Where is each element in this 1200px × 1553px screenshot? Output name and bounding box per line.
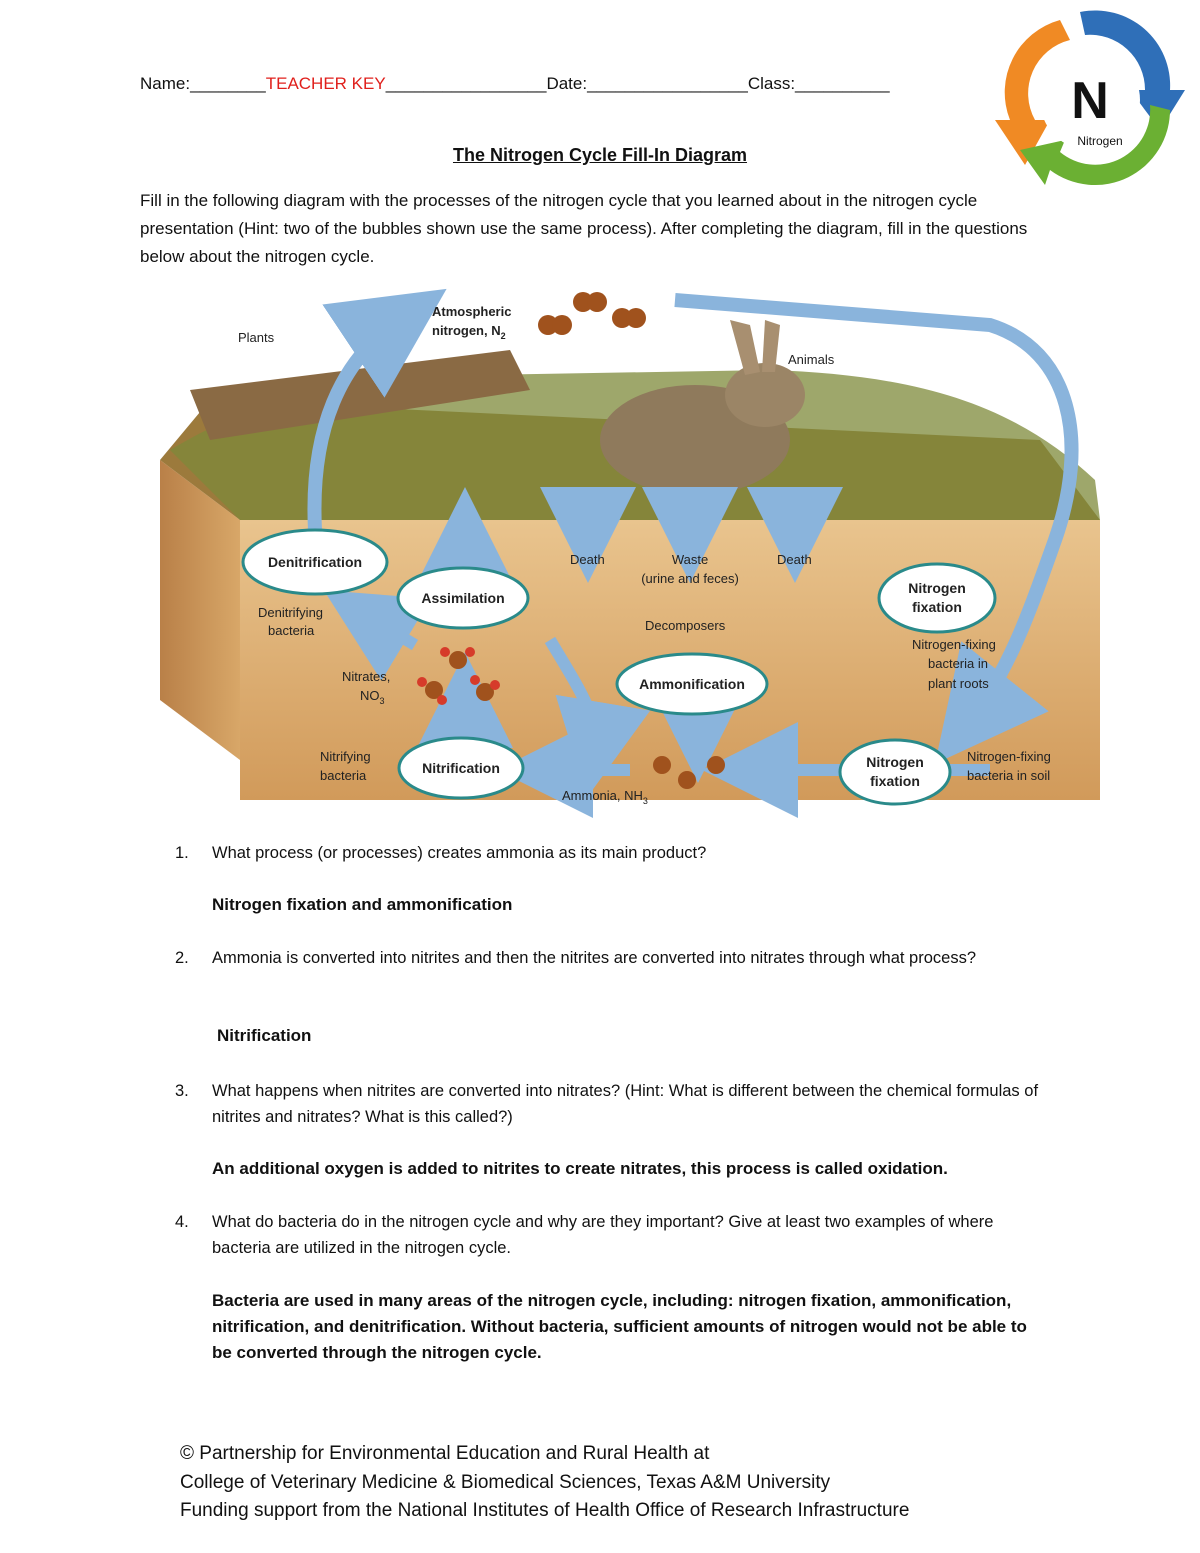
question-3 xyxy=(175,1078,1045,1130)
question-text: What do bacteria do in the nitrogen cycle and why are they important? Give at least two examples of where bacteria are utilized in the nitrogen cycle. xyxy=(212,1213,994,1257)
label-ammonia: Ammonia, $NH_3$ xyxy=(562,788,648,806)
answer-4: Bacteria are used in many areas of the nitrogen cycle, including: nitrogen fixation, ammonification, nitrification, and denitrification. Without bacteria, sufficient amounts of nitrogen would not be able to be converted through the nitrogen cycle. xyxy=(212,1291,1027,1362)
logo-letter: N xyxy=(1071,72,1109,130)
label-atmospheric-2: nitrogen, $N_2$ xyxy=(432,323,506,341)
question-text: What process (or processes) creates ammonia as its main product? xyxy=(212,844,707,862)
label-nfix-roots-2: bacteria in xyxy=(928,656,988,671)
answer-2: Nitrification xyxy=(217,1026,312,1045)
label-nfix-roots-3: plant roots xyxy=(928,676,989,691)
bubble-ammonification xyxy=(617,654,767,714)
footer-line-1: © Partnership for Environmental Education and Rural Health at xyxy=(180,1443,710,1464)
question-4 xyxy=(175,1209,1045,1261)
teacher-key-text: TEACHER KEY xyxy=(265,74,386,93)
bubble-nitrogen-fixation-upper xyxy=(879,564,995,632)
answer-1: Nitrogen fixation and ammonification xyxy=(212,895,513,914)
label-nfix-roots-1: Nitrogen-fixing xyxy=(912,637,996,652)
name-blank-post: _________________ xyxy=(385,74,547,93)
question-text: What happens when nitrites are converted into nitrates? (Hint: What is different between the chemical formulas of nitrites and nitrates? What is this called?) xyxy=(212,1082,1039,1126)
label-nitrifying-2: bacteria xyxy=(320,768,367,783)
label-nitrates-1: Nitrates, xyxy=(342,669,391,684)
bubble-nfix-upper-line1: Nitrogen xyxy=(908,580,966,596)
label-death-right: Death xyxy=(777,552,812,567)
intro-paragraph: Fill in the following diagram with the processes of the nitrogen cycle that you learned about in the nitrogen cycle presentation (Hint: two of the bubbles shown use the same process). After completing the diagram, fill in the questions below about the nitrogen cycle. xyxy=(140,191,1028,266)
bubble-nitrification xyxy=(399,738,523,798)
bubble-assimilation-label: Assimilation xyxy=(421,590,505,606)
answer-3: An additional oxygen is added to nitrites to create nitrates, this process is called oxidation. xyxy=(212,1159,948,1178)
page-title: The Nitrogen Cycle Fill-In Diagram xyxy=(452,145,748,165)
label-denitrifying-1: Denitrifying xyxy=(258,605,324,620)
bubble-denitrification xyxy=(243,530,387,594)
label-nitrates-2: $NO_3$ xyxy=(360,688,385,706)
label-decomposers: Decomposers xyxy=(645,618,726,633)
date-blank: _________________ xyxy=(587,74,748,93)
bubble-denitrification-label: Denitrification xyxy=(267,554,363,570)
question-number: 1. xyxy=(175,844,189,862)
question-number: 2. xyxy=(175,949,189,967)
label-nitrifying-1: Nitrifying xyxy=(320,749,371,764)
name-label: Name: xyxy=(140,74,191,93)
question-1 xyxy=(175,840,1045,866)
footer-line-3: Funding support from the National Institutes of Health Office of Research Infrastructure xyxy=(180,1500,910,1521)
label-denitrifying-2: bacteria xyxy=(268,623,315,638)
label-nfix-soil-1: Nitrogen-fixing xyxy=(967,749,1051,764)
label-animals: Animals xyxy=(788,352,835,367)
bubble-nfix-lower-line2: fixation xyxy=(870,773,920,789)
question-number: 3. xyxy=(175,1082,189,1100)
question-text: Ammonia is converted into nitrites and then the nitrites are converted into nitrates through what process? xyxy=(212,949,976,967)
footer xyxy=(180,1440,909,1526)
bubble-nfix-upper-line2: fixation xyxy=(912,599,962,615)
nitrogen-cycle-diagram xyxy=(150,280,1110,820)
logo-caption: Nitrogen xyxy=(1077,134,1123,148)
class-blank: __________ xyxy=(795,74,890,93)
bubble-nfix-lower-line1: Nitrogen xyxy=(866,754,924,770)
question-2 xyxy=(175,945,1045,971)
label-waste-1: Waste xyxy=(671,552,709,567)
date-label: Date: xyxy=(546,74,588,93)
name-blank-pre: ________ xyxy=(190,74,266,93)
bubble-nitrification-label: Nitrification xyxy=(422,760,500,776)
class-label: Class: xyxy=(747,74,796,93)
label-death-left: Death xyxy=(570,552,605,567)
bubble-ammonification-label: Ammonification xyxy=(639,676,745,692)
header-line xyxy=(140,74,890,94)
label-nfix-soil-2: bacteria in soil xyxy=(967,768,1051,783)
bubble-nitrogen-fixation-lower xyxy=(840,740,950,804)
label-waste-2: (urine and feces) xyxy=(641,571,739,586)
label-plants: Plants xyxy=(238,330,275,345)
footer-line-2: College of Veterinary Medicine & Biomedical Sciences, Texas A&M University xyxy=(180,1471,831,1493)
bubble-assimilation xyxy=(398,568,528,628)
label-atmospheric-1: Atmospheric xyxy=(432,304,512,319)
question-number: 4. xyxy=(175,1213,189,1231)
